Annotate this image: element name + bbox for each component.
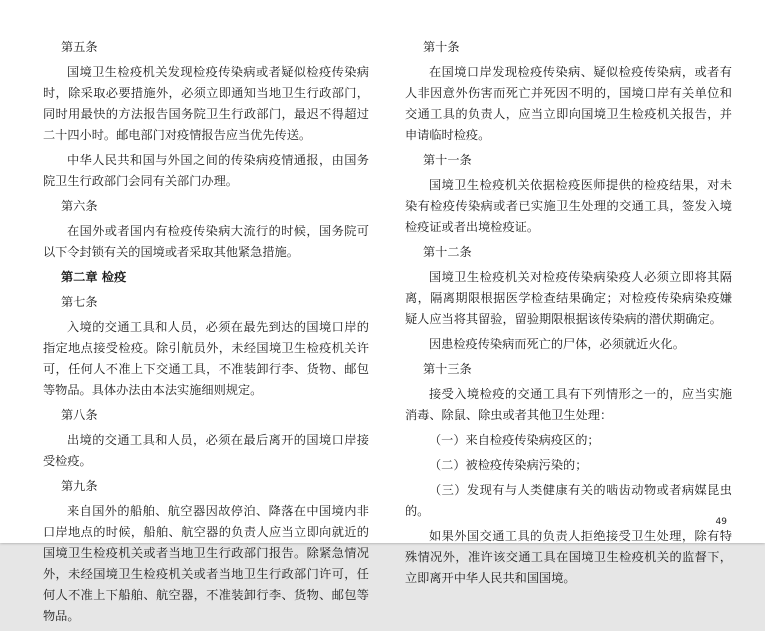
paragraph: 中华人民共和国与外国之间的传染病疫情通报，由国务院卫生行政部门会同有关部门办理。 — [43, 153, 369, 188]
article-heading: 第七条 — [61, 295, 98, 309]
paragraph: （一）来自检疫传染病疫区的； — [429, 433, 600, 447]
paragraph: 国境卫生检疫机关对检疫传染病染疫人必须立即将其隔离，隔离期限根据医学检查结果确定；对检疫传染病染疫嫌疑人应当将其留验，留验期限根据该传染病的潜伏期确定。 — [405, 270, 732, 326]
paragraph: （三）发现有与人类健康有关的啮齿动物或者病媒昆虫的。 — [405, 483, 732, 518]
paragraph: 出境的交通工具和人员，必须在最后离开的国境口岸接受检疫。 — [43, 433, 369, 468]
chapter-heading: 第二章 检疫 — [61, 270, 127, 284]
paragraph: 因患检疫传染病而死亡的尸体，必须就近火化。 — [429, 337, 685, 351]
paragraph: 国境卫生检疫机关发现检疫传染病或者疑似检疫传染病时，除采取必要措施外，必须立即通知当地卫生行政部门，同时用最快的方法报告国务院卫生行政部门，最迟不得超过二十四小时。邮电部门对疫情报告应当优先传送。 — [43, 65, 369, 142]
paragraph: 入境的交通工具和人员，必须在最先到达的国境口岸的指定地点接受检疫。除引航员外，未经国境卫生检疫机关许可，任何人不准上下交通工具，不准装卸行李、货物、邮包等物品。具体办法由本法实施细则规定。 — [43, 320, 369, 397]
article-heading: 第十三条 — [423, 362, 472, 376]
paragraph: 在国外或者国内有检疫传染病大流行的时候，国务院可以下令封锁有关的国境或者采取其他紧急措施。 — [43, 224, 369, 259]
paragraph: （二）被检疫传染病污染的； — [429, 458, 588, 472]
paragraph: 接受入境检疫的交通工具有下列情形之一的，应当实施消毒、除鼠、除虫或者其他卫生处理： — [405, 387, 732, 422]
right-column — [405, 37, 732, 593]
article-heading: 第十一条 — [423, 153, 472, 167]
paragraph: 国境卫生检疫机关依据检疫医师提供的检疫结果，对未染有检疫传染病或者已实施卫生处理的交通工具，签发入境检疫证或者出境检疫证。 — [405, 178, 732, 234]
article-heading: 第六条 — [61, 199, 98, 213]
page-number: 49 — [715, 517, 727, 527]
article-heading: 第十条 — [423, 40, 460, 54]
article-heading: 第九条 — [61, 479, 98, 493]
left-column — [43, 37, 369, 631]
article-heading: 第八条 — [61, 408, 98, 422]
article-heading: 第五条 — [61, 40, 98, 54]
article-heading: 第十二条 — [423, 245, 472, 259]
paragraph: 在国境口岸发现检疫传染病、疑似检疫传染病，或者有人非因意外伤害而死亡并死因不明的，国境口岸有关单位和交通工具的负责人，应当立即向国境卫生检疫机关报告，并申请临时检疫。 — [405, 65, 732, 142]
paragraph: 来自国外的船舶、航空器因故停泊、降落在中国境内非口岸地点的时候，船舶、航空器的负责人应当立即向就近的国境卫生检疫机关或者当地卫生行政部门报告。除紧急情况外，未经国境卫生检疫机关或者当地卫生行政部门许可，任何人不准上下船舶、航空器，不准装卸行李、货物、邮包等物品。 — [43, 504, 369, 623]
paragraph: 如果外国交通工具的负责人拒绝接受卫生处理，除有特殊情况外，准许该交通工具在国境卫生检疫机关的监督下，立即离开中华人民共和国国境。 — [405, 529, 732, 585]
